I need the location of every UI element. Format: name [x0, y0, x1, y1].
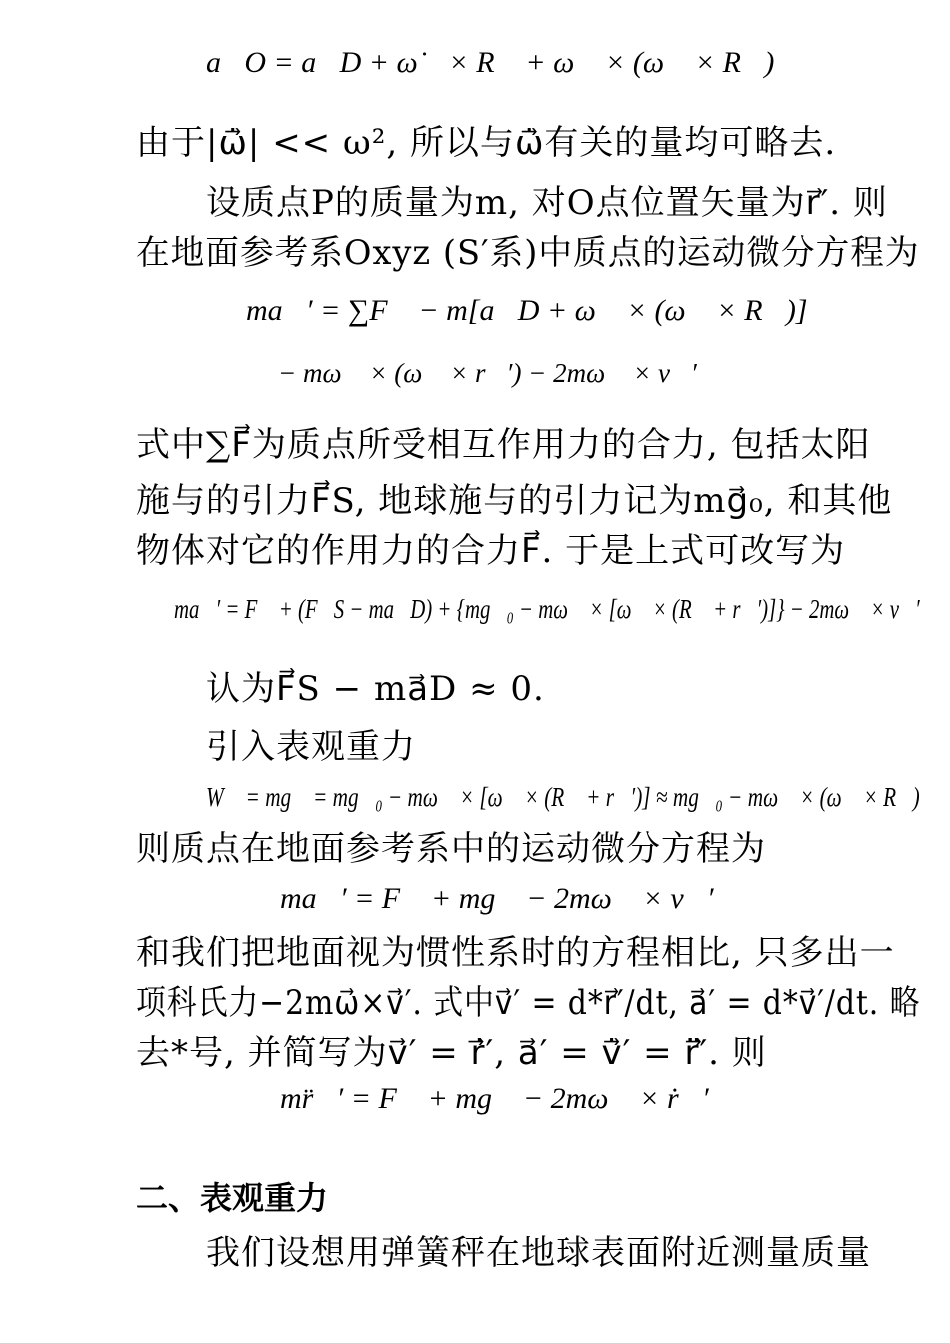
paragraph-1: 由于|ω̇⃗| << ω², 所以与ω̇⃗有关的量均可略去. — [136, 123, 837, 163]
paragraph-3-line-3: 物体对它的作用力的合力F⃗. 于是上式可改写为 — [136, 531, 846, 571]
equation-5: ma⃗′ = F⃗ + mg⃗ − 2mω⃗ × v⃗′ — [280, 882, 714, 915]
paragraph-7-line-2: 项科氏力−2mω⃗×v⃗′. 式中v⃗′ = d*r⃗′/dt, a⃗′ = d*v⃗′/dt. 略 — [136, 983, 921, 1023]
paragraph-8: 我们设想用弹簧秤在地球表面附近测量质量 — [206, 1233, 871, 1273]
paragraph-7-line-3: 去*号, 并简写为v⃗′ = ṙ⃗′, a⃗′ = v̇⃗′ = r̈⃗′. 则 — [136, 1033, 767, 1073]
paragraph-3-line-2: 施与的引力F⃗S, 地球施与的引力记为mg⃗₀, 和其他 — [136, 481, 893, 521]
equation-2-line-1: ma⃗′ = ∑F⃗ − m[a⃗D + ω⃗ × (ω⃗ × R⃗)] — [246, 294, 808, 327]
paragraph-4: 认为F⃗S − ma⃗D ≈ 0. — [206, 669, 545, 709]
paragraph-7-line-1: 和我们把地面视为惯性系时的方程相比, 只多出一 — [136, 933, 895, 973]
paragraph-2-line-1: 设质点P的质量为m, 对O点位置矢量为r⃗′. 则 — [206, 183, 888, 223]
equation-1: a⃗O = a⃗D + ω̇⃗ × R⃗ + ω⃗ × (ω⃗ × R⃗) — [206, 46, 775, 79]
paragraph-3-line-1: 式中∑F⃗为质点所受相互作用力的合力, 包括太阳 — [136, 425, 871, 465]
paragraph-5: 引入表观重力 — [206, 727, 416, 767]
equation-4: W⃗ = mg⃗ = mg⃗₀ − mω⃗ × [ω⃗ × (R⃗ + r⃗′)] ≈ mg⃗₀ − mω⃗ × (ω⃗ × R⃗) — [206, 782, 920, 812]
equation-2-line-2: − mω⃗ × (ω⃗ × r⃗′) − 2mω⃗ × v⃗′ — [278, 358, 697, 388]
equation-6: mr̈⃗′ = F⃗ + mg⃗ − 2mω⃗ × ṙ⃗′ — [280, 1082, 709, 1115]
equation-3: ma⃗′ = F⃗ + (F⃗S − ma⃗D) + {mg⃗₀ − mω⃗ × [ω⃗ × (R⃗ + r⃗′)]} − 2mω⃗ × v⃗′ — [174, 594, 920, 624]
section-heading: 二、表观重力 — [136, 1179, 329, 1217]
paragraph-6: 则质点在地面参考系中的运动微分方程为 — [136, 829, 766, 869]
paragraph-2-line-2: 在地面参考系Oxyz (S′系)中质点的运动微分方程为 — [136, 233, 920, 273]
